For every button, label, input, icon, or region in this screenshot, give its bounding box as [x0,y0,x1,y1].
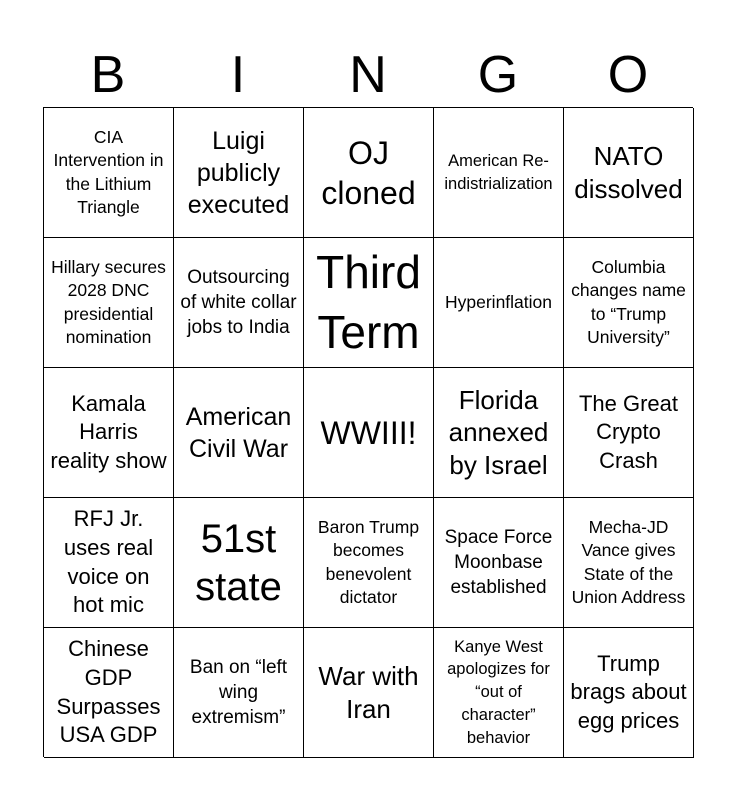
bingo-cell[interactable] [304,238,434,368]
cell-text: Space Force Moonbase established [444,526,553,599]
header-letter-o: O [607,46,649,104]
bingo-cell[interactable] [564,238,694,368]
cell-text: Hillary secures 2028 DNC presidential nomination [51,257,166,347]
bingo-cell[interactable] [564,108,694,238]
cell-text: OJ cloned [321,134,416,211]
cell-text: Kamala Harris reality show [50,390,167,473]
header-letter-i: I [230,46,246,104]
bingo-cell[interactable] [304,628,434,758]
bingo-cell[interactable] [174,628,304,758]
bingo-cell[interactable] [44,108,174,238]
cell-text: American Re-indistrialization [444,151,553,193]
cell-text: WWIII! [320,414,417,451]
cell-text: Hyperinflation [445,291,552,312]
cell-text: Columbia changes name to “Trump University” [571,257,686,347]
cell-text: Trump brags about egg prices [570,650,687,733]
bingo-cell[interactable] [174,368,304,498]
bingo-cell[interactable] [44,238,174,368]
cell-text: NATO dissolved [574,141,683,204]
bingo-cell[interactable] [434,238,564,368]
bingo-header [43,44,693,106]
bingo-board [43,107,693,757]
bingo-cell[interactable] [174,498,304,628]
cell-text: Chinese GDP Surpasses USA GDP [56,636,161,748]
cell-text: Luigi publicly executed [187,126,290,219]
header-letter-b: B [90,46,126,104]
bingo-cell[interactable] [174,238,304,368]
bingo-cell[interactable] [44,498,174,628]
cell-text: The Great Crypto Crash [578,390,679,473]
bingo-cell[interactable] [304,108,434,238]
bingo-cell[interactable] [564,368,694,498]
cell-text: Kanye West apologizes for “out of character” behavior [447,637,550,747]
bingo-cell[interactable] [44,368,174,498]
cell-text: CIA Intervention in the Lithium Triangle [53,127,164,217]
bingo-cell[interactable] [174,108,304,238]
bingo-cell[interactable] [304,368,434,498]
bingo-cell[interactable] [434,498,564,628]
header-letter-g: G [477,46,519,104]
bingo-cell[interactable] [564,628,694,758]
cell-text: Florida annexed by Israel [448,384,549,480]
cell-text: 51st state [195,516,282,609]
bingo-cell[interactable] [434,368,564,498]
header-letter-n: N [349,46,387,104]
cell-text: American Civil War [185,402,292,463]
bingo-cell[interactable] [434,108,564,238]
cell-text: Outsourcing of white collar jobs to India [180,266,297,339]
bingo-cell[interactable] [44,628,174,758]
cell-text: Baron Trump becomes benevolent dictator [317,517,420,607]
cell-text: RFJ Jr. uses real voice on hot mic [63,506,154,618]
cell-text: Ban on “left wing extremism” [189,656,288,729]
bingo-cell[interactable] [304,498,434,628]
cell-text: Third Term [316,245,421,358]
cell-text: War with Iran [318,661,419,724]
bingo-cell[interactable] [564,498,694,628]
bingo-cell[interactable] [434,628,564,758]
cell-text: Mecha-JD Vance gives State of the Union Address [571,517,686,607]
